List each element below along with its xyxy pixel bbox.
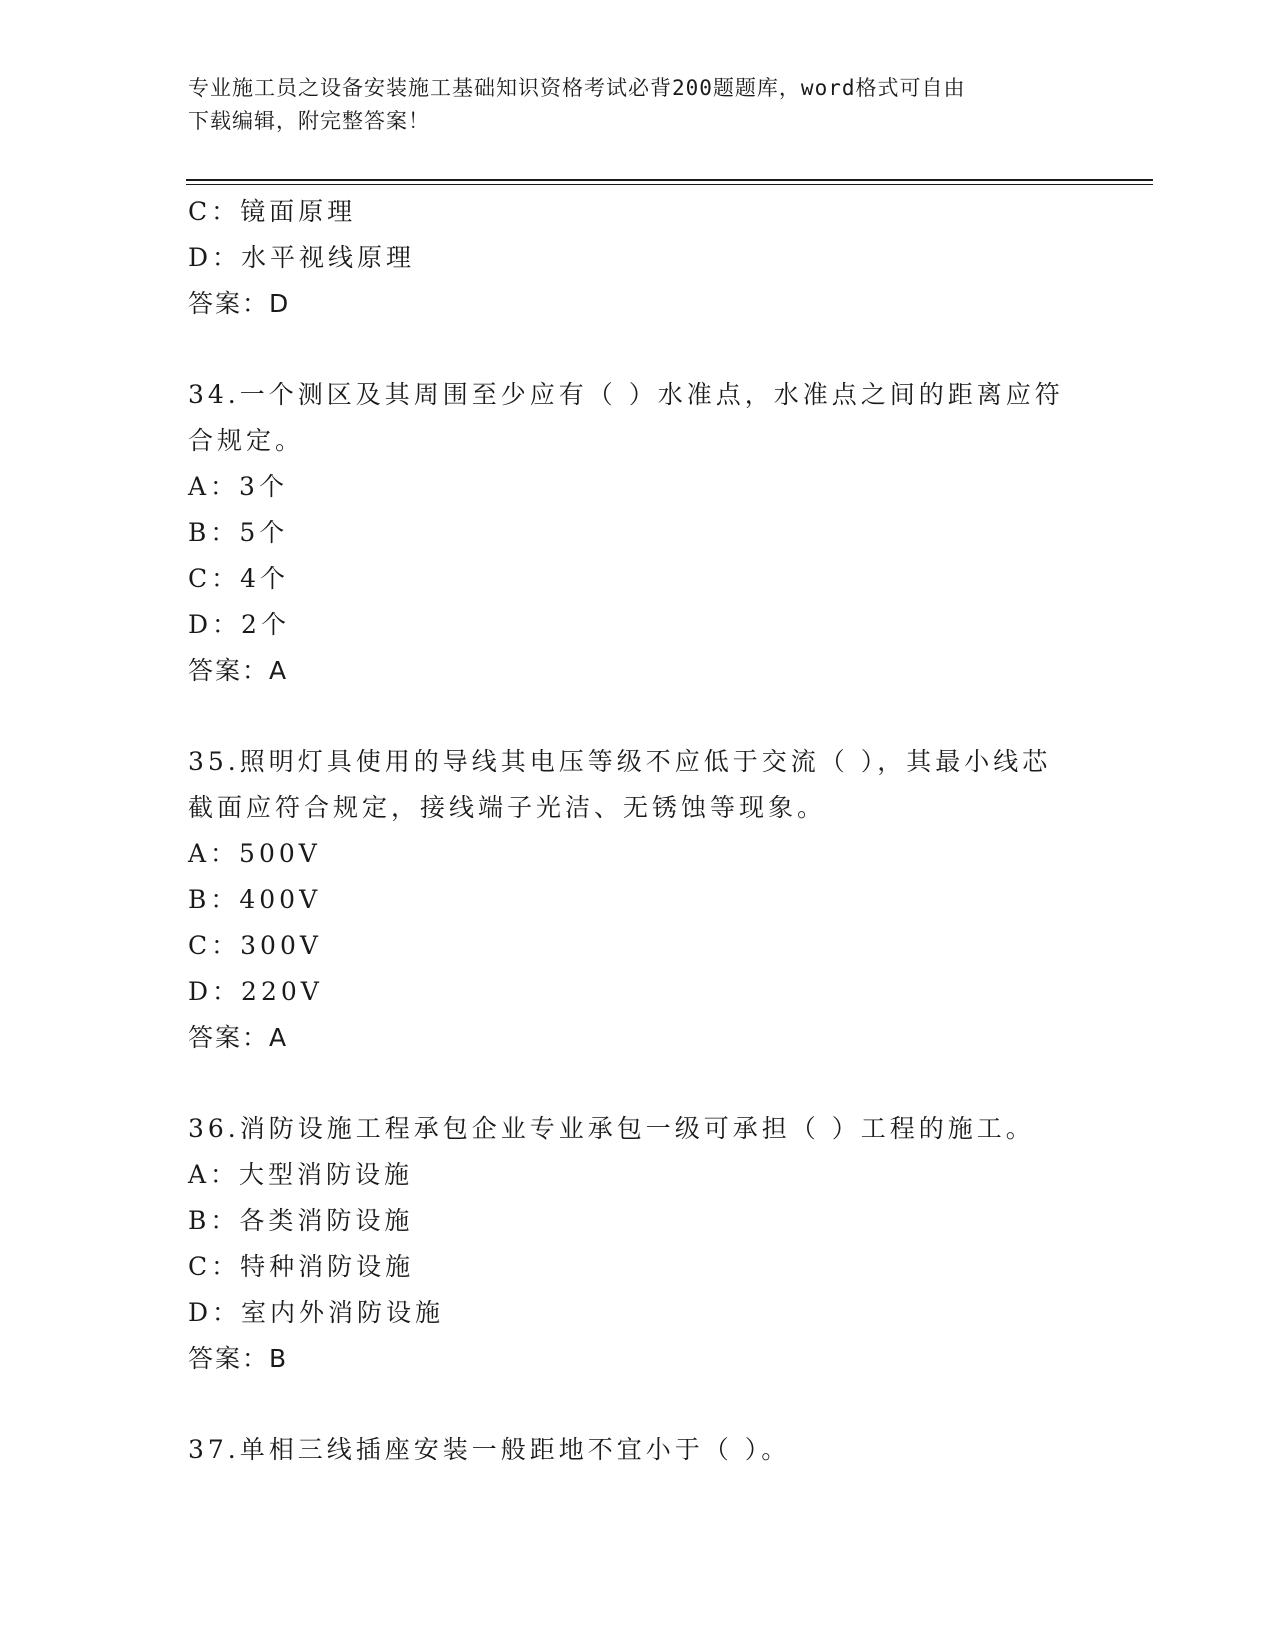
option-b: B：400V	[188, 885, 322, 914]
question-stem: 37.单相三线插座安装一般距地不宜小于（ ）。	[188, 1435, 791, 1464]
option-a: A：500V	[188, 839, 321, 868]
option-a: A：大型消防设施	[188, 1160, 414, 1189]
question-stem: 合规定。	[188, 426, 305, 455]
option-d: D：220V	[188, 977, 323, 1006]
prev-question-tail	[188, 189, 1068, 327]
question-34	[188, 372, 1068, 694]
header-rule-thin	[186, 184, 1153, 185]
option-c: C：特种消防设施	[188, 1252, 415, 1281]
header-line-2: 下载编辑，附完整答案！	[188, 109, 430, 133]
question-stem: 35.照明灯具使用的导线其电压等级不应低于交流（ ），其最小线芯	[188, 747, 1052, 776]
document-body	[188, 189, 1068, 1473]
question-stem: 36.消防设施工程承包企业专业承包一级可承担（ ）工程的施工。	[188, 1114, 1035, 1143]
header-rule-thick	[186, 179, 1153, 181]
question-37	[188, 1427, 1068, 1473]
question-stem: 截面应符合规定，接线端子光洁、无锈蚀等现象。	[188, 793, 827, 822]
option-c: C：镜面原理	[188, 197, 357, 226]
question-35	[188, 739, 1068, 1061]
answer: 答案：A	[188, 1023, 289, 1052]
option-d: D：水平视线原理	[188, 243, 416, 272]
option-a: A：3个	[188, 472, 288, 501]
question-stem: 34.一个测区及其周围至少应有（ ）水准点，水准点之间的距离应符	[188, 380, 1064, 409]
option-d: D：室内外消防设施	[188, 1298, 445, 1327]
option-b: B：各类消防设施	[188, 1206, 414, 1235]
question-36	[188, 1106, 1068, 1382]
option-d: D：2个	[188, 610, 290, 639]
header-line-1: 专业施工员之设备安装施工基础知识资格考试必背200题题库，word格式可自由	[188, 76, 966, 100]
answer: 答案：B	[188, 1344, 289, 1373]
answer: 答案：A	[188, 656, 289, 685]
option-c: C：300V	[188, 931, 322, 960]
option-c: C：4个	[188, 564, 290, 593]
option-b: B：5个	[188, 518, 289, 547]
answer: 答案：D	[188, 289, 291, 318]
document-header	[188, 72, 1068, 138]
